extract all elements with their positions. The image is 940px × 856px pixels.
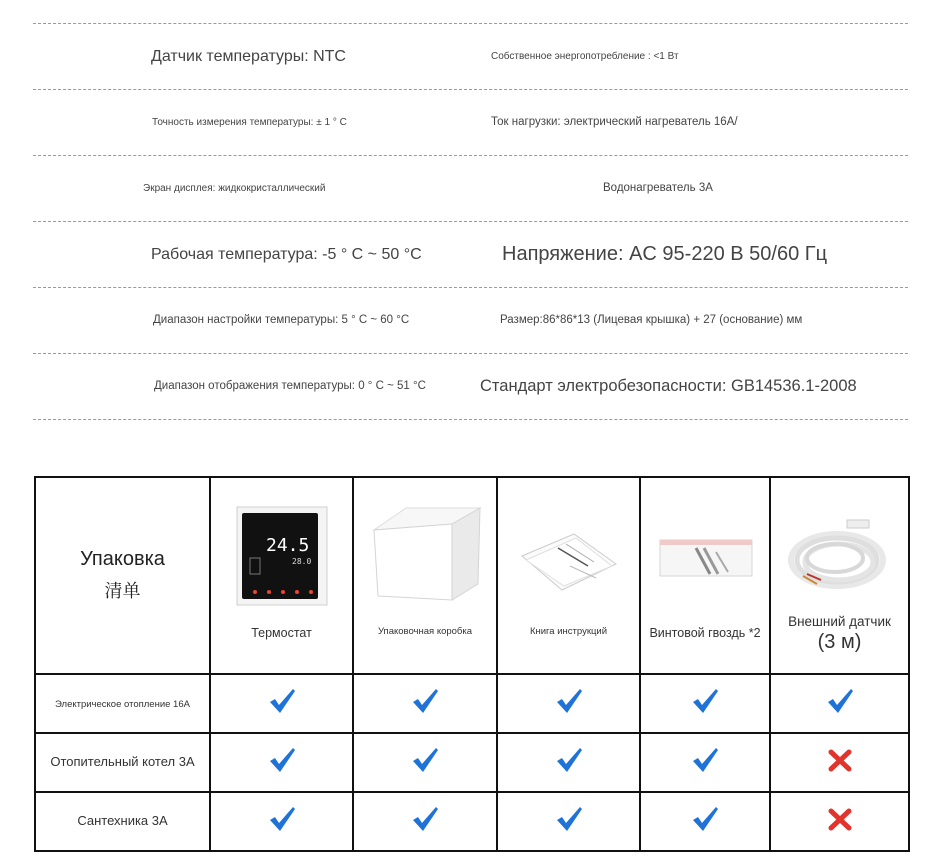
spec-row	[33, 89, 908, 155]
check-icon	[410, 686, 440, 721]
check-mark	[410, 686, 440, 716]
cross-icon	[825, 745, 855, 780]
spec-right: Водонагреватель 3A	[603, 182, 713, 194]
check-icon	[410, 745, 440, 780]
sensor-length: (3 м)	[817, 631, 862, 653]
check-icon	[554, 804, 584, 839]
check-mark	[267, 686, 297, 716]
spec-row	[33, 353, 908, 419]
item-manual	[497, 477, 640, 674]
spec-list	[33, 23, 908, 420]
thermostat-temp: 24.5	[266, 535, 310, 556]
check-mark	[410, 745, 440, 775]
check-mark	[825, 686, 855, 716]
row-label: Электрическое отопление 16A	[55, 699, 190, 711]
mark-cell	[497, 674, 640, 733]
row-label-cell	[35, 792, 210, 851]
package-header-row	[35, 477, 909, 674]
mark-cell	[640, 674, 770, 733]
item-caption: Книга инструкций	[529, 626, 608, 637]
check-icon	[554, 686, 584, 721]
package-label-sub: 清单	[104, 580, 141, 601]
item-caption	[771, 614, 908, 654]
item-sensor	[770, 477, 909, 674]
mark-cell	[640, 792, 770, 851]
check-mark	[690, 745, 720, 775]
row-label-cell	[35, 733, 210, 792]
box-image	[368, 496, 484, 606]
mark-cell	[210, 674, 353, 733]
spec-right: Стандарт электробезопасности: GB14536.1-2008	[480, 377, 857, 395]
table-row	[35, 674, 909, 733]
check-icon	[690, 686, 720, 721]
mark-cell	[497, 792, 640, 851]
thermostat-image	[236, 506, 328, 606]
item-box	[353, 477, 497, 674]
check-mark	[554, 686, 584, 716]
check-mark	[690, 686, 720, 716]
spec-divider	[33, 419, 908, 420]
mark-cell	[640, 733, 770, 792]
item-screws	[640, 477, 770, 674]
check-icon	[410, 804, 440, 839]
check-icon	[825, 686, 855, 721]
row-label: Сантехника 3A	[77, 813, 168, 829]
item-caption: Винтовой гвоздь *2	[649, 626, 761, 640]
mark-cell	[497, 733, 640, 792]
spec-left: Датчик температуры: NTC	[151, 48, 346, 65]
spec-row	[33, 155, 908, 221]
mark-cell	[770, 733, 909, 792]
check-icon	[267, 686, 297, 721]
spec-left: Диапазон настройки температуры: 5 ° C ~ 60 °C	[153, 314, 410, 326]
spec-left: Экран дисплея: жидкокристаллический	[143, 183, 326, 194]
spec-left: Рабочая температура: -5 ° C ~ 50 °C	[151, 246, 422, 263]
check-icon	[267, 804, 297, 839]
mark-cell	[210, 733, 353, 792]
spec-row	[33, 287, 908, 353]
mark-cell	[770, 674, 909, 733]
package-table	[34, 476, 910, 852]
spec-row	[33, 221, 908, 287]
spec-left: Точность измерения температуры: ± 1 ° C	[152, 117, 347, 128]
table-row	[35, 733, 909, 792]
check-mark	[554, 804, 584, 834]
package-label-cell	[35, 477, 210, 674]
table-row	[35, 792, 909, 851]
sensor-caption: Внешний датчик	[788, 614, 891, 629]
thermostat-small: 28.0	[292, 557, 312, 566]
check-mark	[690, 804, 720, 834]
row-label-cell	[35, 674, 210, 733]
item-thermostat	[210, 477, 353, 674]
check-icon	[690, 745, 720, 780]
spec-right: Ток нагрузки: электрический нагреватель 16A/	[491, 116, 738, 128]
mark-cell	[770, 792, 909, 851]
check-icon	[267, 745, 297, 780]
mark-cell	[210, 792, 353, 851]
spec-row	[33, 23, 908, 89]
spec-right: Напряжение: AC 95-220 В 50/60 Гц	[502, 243, 828, 265]
item-caption: Термостат	[251, 626, 312, 640]
package-label: Упаковка	[80, 547, 165, 570]
item-caption: Упаковочная коробка	[377, 626, 473, 637]
sensor-cable-image	[783, 514, 893, 604]
spec-right: Размер:86*86*13 (Лицевая крышка) + 27 (основание) мм	[500, 314, 803, 326]
mark-cell	[353, 792, 497, 851]
check-mark	[410, 804, 440, 834]
mark-cell	[353, 733, 497, 792]
check-icon	[554, 745, 584, 780]
cross-mark	[825, 804, 855, 834]
cross-mark	[825, 745, 855, 775]
check-mark	[267, 745, 297, 775]
check-icon	[690, 804, 720, 839]
spec-right: Собственное энергопотребление : <1 Вт	[491, 51, 679, 62]
check-mark	[554, 745, 584, 775]
check-mark	[267, 804, 297, 834]
row-label: Отопительный котел 3A	[50, 754, 195, 770]
spec-left: Диапазон отображения температуры: 0 ° C ~ 51 °C	[154, 380, 426, 392]
mark-cell	[353, 674, 497, 733]
screws-image	[658, 536, 754, 582]
manual-image	[518, 526, 618, 596]
cross-icon	[825, 804, 855, 839]
